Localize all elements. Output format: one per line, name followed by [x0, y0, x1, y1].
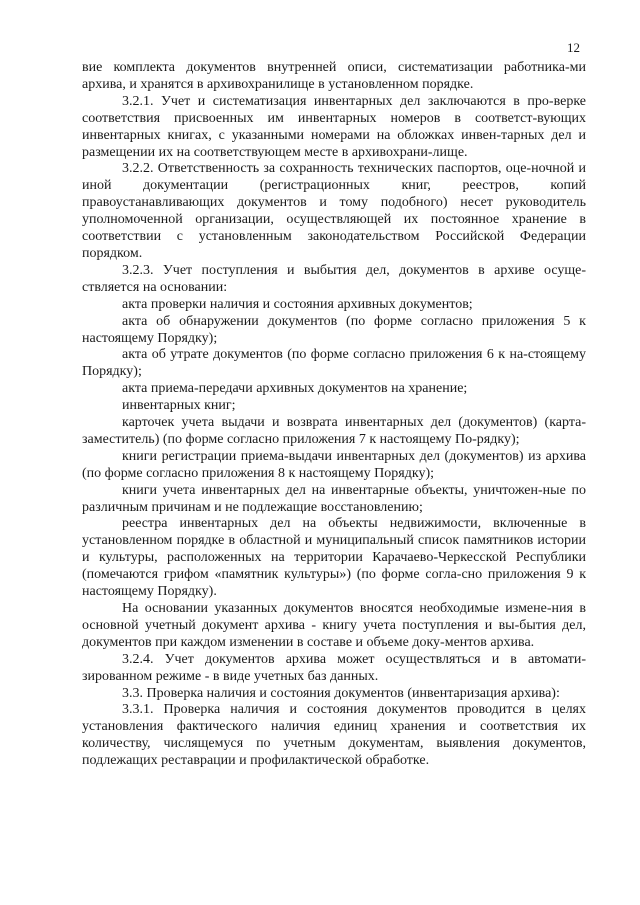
paragraph-3-3-1: 3.3.1. Проверка наличия и состояния документов проводится в целях установления фактического наличия единиц хранения и соответствия их количеству, числящемуся по учетным документам, выявления документов, подлежащих реставрации и профилактической обработке.: [82, 702, 586, 769]
paragraph-changes: На основании указанных документов вносятся необходимые измене-ния в основной учетный документ архива - книгу учета поступления и вы-бытия дел, документов при каждом изменении в составе и объеме доку-ментов архива.: [82, 601, 586, 650]
paragraph-3-3: 3.3. Проверка наличия и состояния документов (инвентаризация архива):: [122, 685, 560, 701]
list-item: акта об утрате документов (по форме согласно приложения 6 к на-стоящему Порядку);: [82, 347, 586, 380]
document-body: [82, 60, 586, 770]
paragraph-continuation: вие комплекта документов внутренней описи, систематизации работника-ми архива, и хранятся в архивохранилище в установленном порядке.: [82, 60, 586, 92]
page-number: 12: [567, 40, 580, 55]
paragraph-3-2-3: 3.2.3. Учет поступления и выбытия дел, документов в архиве осуще-ствляется на основании:: [82, 262, 586, 295]
list-item: акта проверки наличия и состояния архивных документов;: [122, 296, 473, 312]
paragraph-3-2-2: 3.2.2. Ответственность за сохранность технических паспортов, оце-ночной и иной документации (регистрационных книг, реестров, копий правоустанавливающих документов и тому подобного) несет руководитель уполномоченной организации, осуществляющей их постоянное хранение в соответствии с установленным законодательством Российской Федерации порядком.: [82, 161, 586, 261]
list-item: инвентарных книг;: [122, 398, 236, 414]
list-item: карточек учета выдачи и возврата инвентарных дел (документов) (карта-заместитель) (по форме согласно приложения 7 к настоящему По-рядку);: [82, 415, 586, 447]
list-item: акта приема-передачи архивных документов на хранение;: [122, 381, 468, 397]
list-item: реестра инвентарных дел на объекты недвижимости, включенные в установленном порядке в областной и муниципальный список памятников истории и культуры, расположенных на территории Карачаево-Черкесской Республики (помечаются грифом «памятник культуры») (по форме согла-сно приложения 9 к настоящему Порядку).: [82, 516, 586, 600]
list-item: акта об обнаружении документов (по форме согласно приложения 5 к настоящему Порядку);: [82, 313, 586, 346]
list-item: книги регистрации приема-выдачи инвентарных дел (документов) из архива (по форме согласно приложения 8 к настоящему Порядку);: [82, 448, 586, 481]
paragraph-3-2-4: 3.2.4. Учет документов архива может осуществляться и в автомати-зированном режиме - в виде учетных баз данных.: [82, 651, 586, 684]
list-item: книги учета инвентарных дел на инвентарные объекты, уничтожен-ные по различным причинам и не подлежащие восстановлению;: [82, 482, 586, 515]
paragraph-3-2-1: 3.2.1. Учет и систематизация инвентарных дел заключаются в про-верке соответствия присвоенных им инвентарных номеров в соответст-вующих инвентарных книгах, с указанными номерами на обложках инвен-тарных дел и размещении их на соответствующем месте в архивохрани-лище.: [82, 93, 586, 160]
